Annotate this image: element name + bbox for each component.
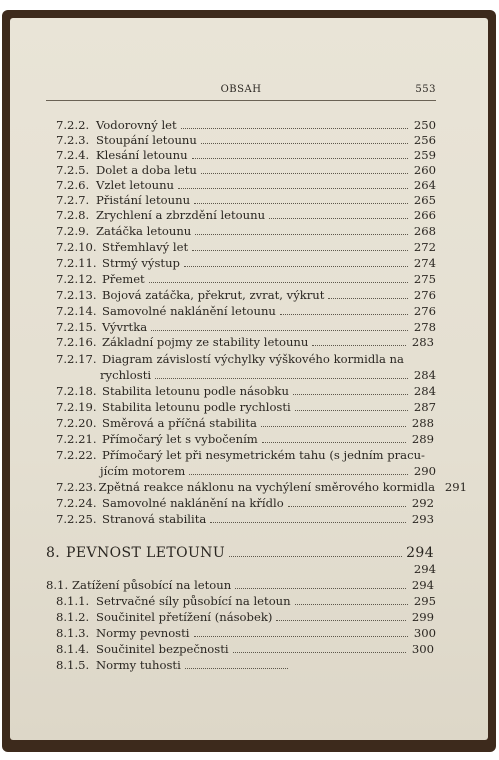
toc-entry-title: Stoupání letounu	[96, 133, 197, 147]
toc-entry-title: Střemhlavý let	[102, 240, 189, 254]
toc-leader-dots	[233, 643, 406, 653]
toc-leader-dots	[155, 369, 408, 379]
toc-entry-number: 7.2.2.	[56, 118, 90, 132]
toc-entry-number: 7.2.10.	[56, 240, 97, 254]
toc-entry-number: 7.2.7.	[56, 193, 90, 207]
toc-entry[interactable]	[56, 384, 436, 398]
header-title: OBSAH	[220, 84, 262, 95]
toc-page-number: 283	[411, 335, 434, 349]
toc-entry-number: 7.2.21.	[56, 432, 97, 446]
toc-entry-number: 7.2.9.	[56, 224, 90, 238]
toc-leader-dots	[194, 627, 409, 637]
toc-entry[interactable]	[56, 320, 436, 334]
toc-leader-dots	[181, 119, 408, 129]
toc-entry-number: 7.2.11.	[56, 256, 97, 270]
toc-page-number: 287	[413, 400, 436, 414]
toc-leader-dots	[189, 465, 408, 475]
toc-entry[interactable]	[56, 496, 434, 510]
toc-entry[interactable]	[56, 178, 436, 192]
toc-entry-title: Přímočarý let s vybočením	[102, 432, 258, 446]
toc-entry[interactable]	[56, 272, 436, 286]
toc-entry-number: 8.1.4.	[56, 642, 90, 656]
toc-entry-title: Stabilita letounu podle rychlosti	[102, 400, 291, 414]
toc-entry-number: 8.1.	[46, 578, 69, 592]
toc-entry-number: 7.2.12.	[56, 272, 97, 286]
toc-page-number: 266	[413, 208, 436, 222]
toc-entry-title: Diagram závislostí výchylky výškového kormidla na	[102, 352, 404, 366]
toc-page-number: 291	[444, 480, 467, 494]
toc-leader-dots	[210, 513, 406, 523]
toc-leader-dots	[185, 659, 288, 669]
toc-entry-title: Normy pevnosti	[96, 626, 190, 640]
toc-entry[interactable]	[46, 578, 434, 592]
toc-leader-dots	[184, 257, 408, 267]
toc-entry-number: 7.2.8.	[56, 208, 90, 222]
toc-leader-dots	[312, 336, 406, 346]
toc-entry-title: Klesání letounu	[96, 148, 188, 162]
toc-entry-title: Zpětná reakce náklonu na vychýlení směrového kormidla	[98, 480, 435, 494]
toc-entry-number: 8.1.1.	[56, 594, 90, 608]
toc-entry-title: Stranová stabilita	[102, 512, 207, 526]
toc-entry-title: Setrvačné síly působící na letoun	[96, 594, 291, 608]
header-page-number: 553	[415, 84, 436, 95]
toc-entry-number: 7.2.13.	[56, 288, 97, 302]
toc-entry[interactable]	[56, 163, 436, 177]
toc-page-number: 284	[413, 368, 436, 382]
toc-entry-number: 7.2.18.	[56, 384, 97, 398]
toc-entry-title: Zatížení působící na letoun	[72, 578, 232, 592]
toc-entry-number: 7.2.15.	[56, 320, 97, 334]
toc-page-number: 264	[413, 178, 436, 192]
toc-entry-title-continuation: rychlosti	[100, 368, 152, 382]
toc-page-number: 276	[413, 304, 436, 318]
toc-entry-title: Součinitel bezpečnosti	[96, 642, 229, 656]
toc-leader-dots	[192, 149, 408, 159]
toc-page-number: 299	[411, 610, 434, 624]
toc-leader-dots	[293, 385, 408, 395]
toc-page-number: 259	[413, 148, 436, 162]
toc-entry[interactable]	[56, 512, 434, 526]
toc-leader-dots	[192, 241, 408, 251]
toc-entry-title: Zrychlení a zbrzdění letounu	[96, 208, 266, 222]
toc-page-number: 284	[413, 384, 436, 398]
toc-entry-number: 7.2.16.	[56, 335, 97, 349]
toc-page-number: 290	[413, 464, 436, 478]
toc-leader-dots	[235, 579, 406, 589]
toc-entry[interactable]	[56, 400, 436, 414]
toc-leader-dots	[295, 401, 408, 411]
toc-entry-title: Směrová a příčná stabilita	[102, 416, 257, 430]
toc-entry[interactable]	[56, 626, 436, 640]
toc-page-number: 260	[413, 163, 436, 177]
toc-entry-number: 7.2.5.	[56, 163, 90, 177]
toc-entry-number: 7.2.17.	[56, 352, 97, 366]
toc-entry-number: 7.2.14.	[56, 304, 97, 318]
toc-page-number: 265	[413, 193, 436, 207]
toc-entry-title: Strmý výstup	[102, 256, 180, 270]
toc-leader-dots	[328, 289, 408, 299]
toc-leader-dots	[276, 611, 406, 621]
toc-entry[interactable]	[56, 118, 436, 132]
toc-page-number: 288	[411, 416, 434, 430]
toc-entry-title: Zatáčka letounu	[96, 224, 192, 238]
toc-page-number: 294	[413, 562, 436, 576]
toc-entry[interactable]	[56, 335, 434, 349]
toc-entry[interactable]	[56, 416, 434, 430]
toc-leader-dots	[261, 417, 406, 427]
toc-entry-title: Vzlet letounu	[96, 178, 175, 192]
toc-entry-title: Přistání letounu	[96, 193, 191, 207]
toc-entry[interactable]	[56, 148, 436, 162]
toc-entry-title: Základní pojmy ze stability letounu	[102, 335, 309, 349]
toc-page-number: 293	[411, 512, 434, 526]
toc-entry-number: 7.2.25.	[56, 512, 97, 526]
toc-entry-number: 8.1.5.	[56, 658, 90, 672]
toc-entry-number: 7.2.6.	[56, 178, 90, 192]
toc-entry[interactable]	[56, 352, 436, 366]
toc-entry-number: 7.2.20.	[56, 416, 97, 430]
toc-page-number: 268	[413, 224, 436, 238]
toc-entry[interactable]	[56, 610, 434, 624]
toc-page-number: 276	[413, 288, 436, 302]
toc-page-number: 274	[413, 256, 436, 270]
toc-entry-title: Dolet a doba letu	[96, 163, 197, 177]
toc-page-number: 250	[413, 118, 436, 132]
toc-leader-dots	[229, 547, 402, 557]
toc-entry-number: 7.2.19.	[56, 400, 97, 414]
toc-leader-dots	[151, 321, 408, 331]
toc-page-number: 300	[411, 642, 434, 656]
toc-entry-title: Vývrtka	[102, 320, 148, 334]
toc-entry-title: Přemet	[102, 272, 145, 286]
toc-entry[interactable]	[56, 448, 436, 462]
toc-entry[interactable]	[56, 658, 316, 672]
book-cover	[2, 10, 496, 752]
toc-entry-title: Stabilita letounu podle násobku	[102, 384, 289, 398]
toc-entry[interactable]	[56, 594, 436, 608]
toc-page-number: 256	[413, 133, 436, 147]
toc-entry[interactable]	[56, 288, 436, 302]
toc-entry-number: 7.2.22.	[56, 448, 97, 462]
toc-entry-title: Vodorovný let	[96, 118, 177, 132]
toc-page-number: 294	[406, 545, 434, 561]
toc-entry-number: 7.2.3.	[56, 133, 90, 147]
toc-leader-dots	[201, 164, 408, 174]
toc-entry[interactable]	[56, 256, 436, 270]
toc-entry-title: Samovolné naklánění letounu	[102, 304, 276, 318]
toc-leader-dots	[269, 209, 408, 219]
book-page	[10, 18, 488, 740]
toc-leader-dots	[201, 134, 408, 144]
toc-leader-dots	[295, 595, 408, 605]
toc-page-number: 278	[413, 320, 436, 334]
toc-entry-number: 8.	[46, 545, 61, 561]
toc-entry-number: 7.2.24.	[56, 496, 97, 510]
toc-page-number: 294	[411, 578, 434, 592]
toc-leader-dots	[280, 305, 408, 315]
toc-leader-dots	[262, 433, 406, 443]
toc-page-number: 295	[413, 594, 436, 608]
toc-entry-title: Přímočarý let při nesymetrickém tahu (s jedním pracu-	[102, 448, 425, 462]
toc-entry[interactable]	[56, 208, 436, 222]
toc-entry-number: 7.2.4.	[56, 148, 90, 162]
toc-entry-title-continuation: jícím motorem	[100, 464, 186, 478]
toc-page-number: 272	[413, 240, 436, 254]
toc-leader-dots	[288, 497, 406, 507]
toc-entry-continuation	[100, 464, 436, 478]
toc-page-number: 289	[411, 432, 434, 446]
toc-entry-title: Normy tuhosti	[96, 658, 181, 672]
toc-entry[interactable]	[56, 240, 436, 254]
toc-entry-title: Samovolné naklánění na křídlo	[102, 496, 284, 510]
toc-entry[interactable]	[56, 480, 467, 494]
toc-entry-number: 7.2.23.	[56, 480, 97, 494]
toc-page-number: 292	[411, 496, 434, 510]
table-of-contents	[10, 18, 488, 740]
toc-page-number: 275	[413, 272, 436, 286]
toc-entry[interactable]	[56, 304, 436, 318]
toc-entry-title: PEVNOST LETOUNU	[66, 545, 226, 561]
toc-entry[interactable]	[56, 432, 434, 446]
toc-entry-title: Bojová zatáčka, překrut, zvrat, výkrut	[102, 288, 325, 302]
toc-leader-dots	[178, 179, 408, 189]
toc-entry[interactable]	[56, 642, 434, 656]
toc-entry-title: Součinitel přetížení (násobek)	[96, 610, 273, 624]
toc-entry[interactable]	[56, 193, 436, 207]
toc-entry-number: 8.1.2.	[56, 610, 90, 624]
toc-entry[interactable]	[46, 546, 434, 560]
toc-leader-dots	[149, 273, 408, 283]
toc-entry-continuation	[100, 368, 436, 382]
toc-page-number: 300	[413, 626, 436, 640]
toc-leader-dots	[195, 225, 408, 235]
toc-entry-number: 8.1.3.	[56, 626, 90, 640]
toc-leader-dots	[194, 194, 408, 204]
toc-entry[interactable]	[56, 224, 436, 238]
toc-entry[interactable]	[56, 133, 436, 147]
